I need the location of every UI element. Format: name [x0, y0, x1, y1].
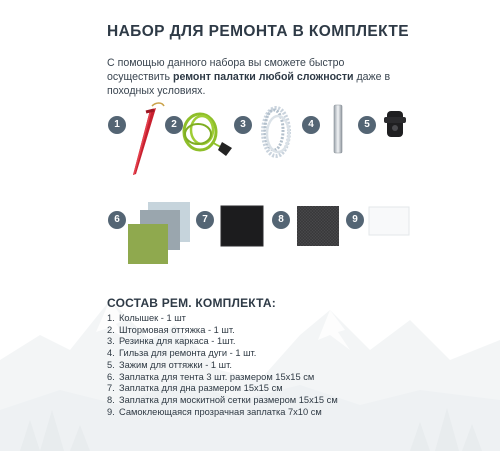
list-item: 6. Заплатка для тента 3 шт. размером 15х15 см [107, 371, 315, 382]
list-item: 5. Зажим для оттяжки - 1 шт. [107, 359, 232, 370]
list-item: 7. Заплатка для дна размером 15х15 см [107, 383, 283, 394]
cord-lock-icon [380, 109, 410, 139]
list-item: 9. Самоклеющаяся прозрачная заплатка 7х10 см [107, 406, 322, 417]
contents-title: СОСТАВ РЕМ. КОМПЛЕКТА: [107, 296, 276, 310]
item-badge-5: 5 [358, 116, 376, 134]
contents-list [107, 313, 338, 418]
list-item: 8. Заплатка для москитной сетки размером 15х15 см [107, 394, 338, 405]
list-item: 3. Резинка для каркаса - 1шт. [107, 336, 236, 347]
item-badge-3: 3 [234, 116, 252, 134]
list-item: 1. Колышек - 1 шт [107, 313, 186, 323]
fabric-patches-icon [126, 200, 192, 268]
stake-icon [120, 100, 170, 180]
elastic-cord-icon [256, 104, 296, 160]
item-badge-1: 1 [108, 116, 126, 134]
page-title: НАБОР ДЛЯ РЕМОНТА В КОМПЛЕКТЕ [107, 23, 409, 40]
mesh-patch-icon [296, 205, 340, 247]
list-item: 4. Гильза для ремонта дуги - 1 шт. [107, 348, 257, 359]
floor-patch-icon [220, 205, 264, 247]
item-badge-2: 2 [165, 116, 183, 134]
list-item: 2. Штормовая оттяжка - 1 шт. [107, 324, 235, 335]
intro-highlight: ремонт палатки любой сложности [172, 71, 354, 83]
item-badge-4: 4 [302, 116, 320, 134]
item-badge-6: 6 [108, 211, 126, 229]
transparent-patch-icon [368, 206, 410, 236]
item-badge-9: 9 [346, 211, 364, 229]
item-badge-8: 8 [272, 211, 290, 229]
guy-rope-icon [178, 102, 238, 162]
item-badge-7: 7 [196, 211, 214, 229]
repair-sleeve-icon [333, 104, 343, 154]
intro-text: С помощью данного набора вы сможете быстро осуществить ремонт палатки любой сложности даже в походных условиях. [107, 57, 391, 97]
